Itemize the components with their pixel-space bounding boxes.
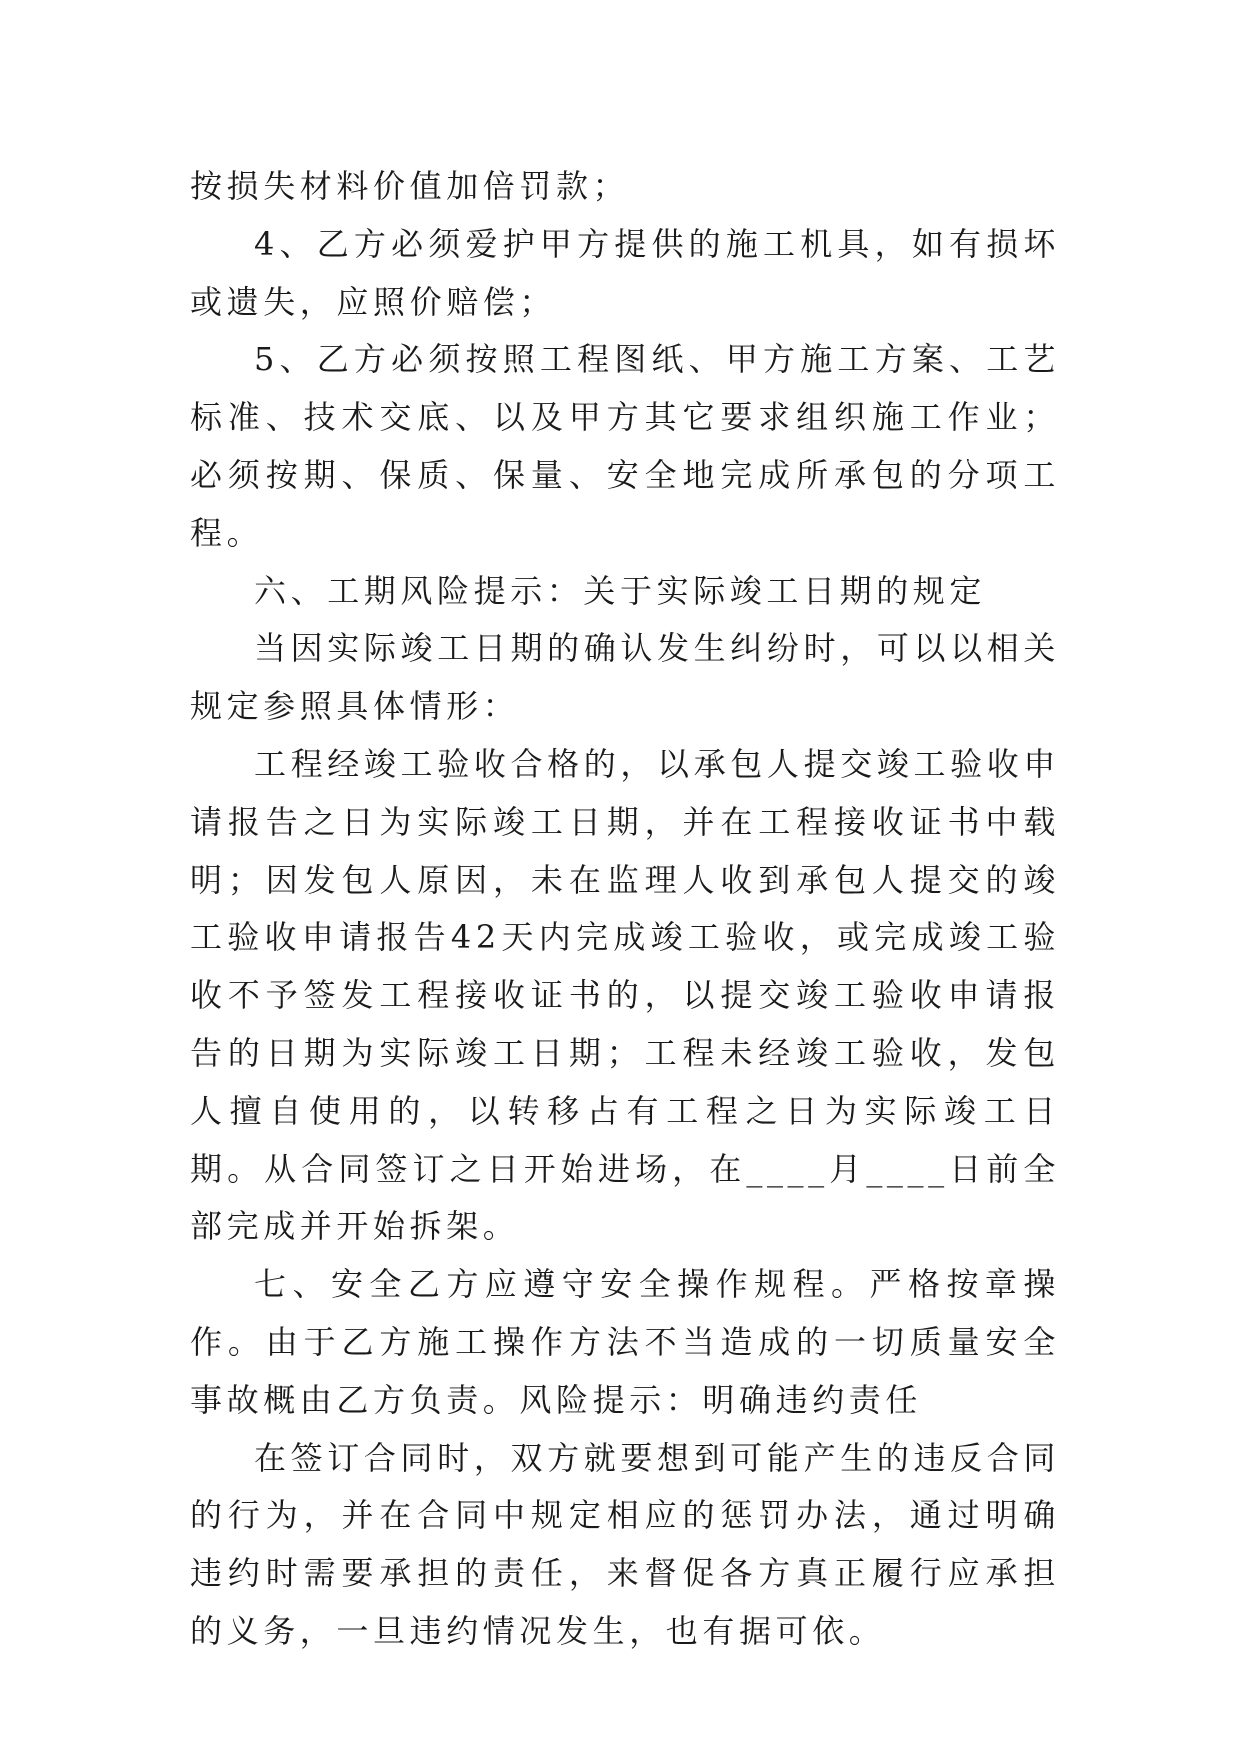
paragraph-clause-4: 4、乙方必须爱护甲方提供的施工机具，如有损坏或遗失，应照价赔偿； xyxy=(190,224,1060,321)
paragraph-completion-rules: 工程经竣工验收合格的，以承包人提交竣工验收申请报告之日为实际竣工日期，并在工程接收证书中载明；因发包人原因，未在监理人收到承包人提交的竣工验收申请报告42天内完成竣工验收，或完成竣工验收不予签发工程接收证书的，以提交竣工验收申请报告的日期为实际竣工日期；工程未经竣工验收，发包人擅自使用的，以转移占有工程之日为实际竣工日期。从合同签订之日开始进场，在____月____日前全部完成并开始拆架。 xyxy=(190,744,1060,1246)
paragraph-continuation: 按损失材料价值加倍罚款； xyxy=(190,167,630,205)
document-body xyxy=(190,158,1060,1661)
paragraph-clause-5: 5、乙方必须按照工程图纸、甲方施工方案、工艺标准、技术交底、以及甲方其它要求组织施工作业；必须按期、保质、保量、安全地完成所承包的分项工程。 xyxy=(190,340,1060,552)
section-heading-7: 七、安全乙方应遵守安全操作规程。严格按章操作。由于乙方施工操作方法不当造成的一切质量安全事故概由乙方负责。风险提示：明确违约责任 xyxy=(190,1265,1060,1419)
section-heading-6: 六、工期风险提示：关于实际竣工日期的规定 xyxy=(254,571,987,610)
paragraph-completion-dispute: 当因实际竣工日期的确认发生纠纷时，可以以相关规定参照具体情形： xyxy=(190,629,1060,726)
paragraph-breach-liability: 在签订合同时，双方就要想到可能产生的违反合同的行为，并在合同中规定相应的惩罚办法，通过明确违约时需要承担的责任，来督促各方真正履行应承担的义务，一旦违约情况发生，也有据可依。 xyxy=(190,1438,1060,1650)
